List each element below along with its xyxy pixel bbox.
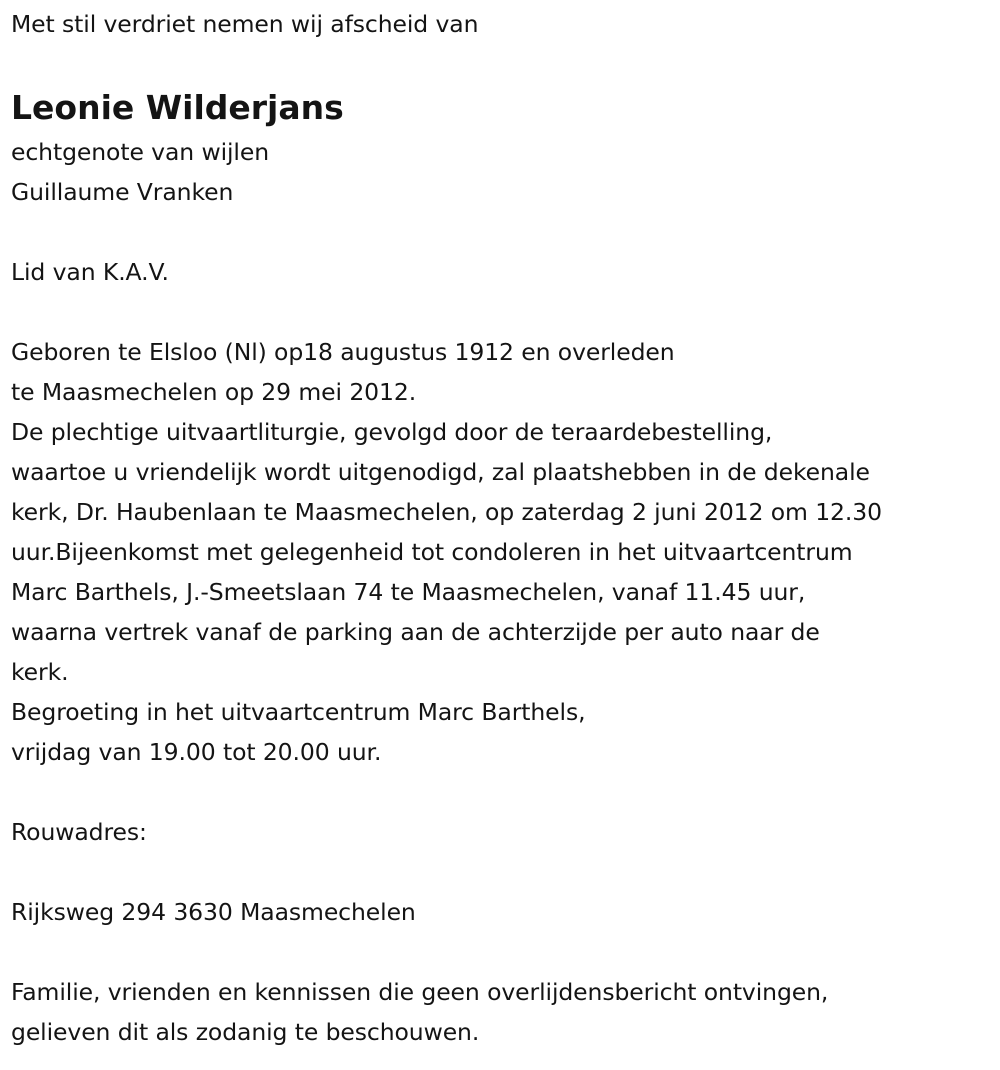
body-line: waarna vertrek vanaf de parking aan de achterzijde per auto naar de [11, 618, 820, 646]
body-line: te Maasmechelen op 29 mei 2012. [11, 378, 417, 406]
address-label: Rouwadres: [11, 818, 147, 846]
body-line: waartoe u vriendelijk wordt uitgenodigd, zal plaatshebben in de dekenale [11, 458, 870, 486]
address-text: Rijksweg 294 3630 Maasmechelen [11, 898, 416, 926]
deceased-name: Leonie Wilderjans [11, 88, 344, 127]
membership-text: Lid van K.A.V. [11, 258, 169, 286]
body-line: Begroeting in het uitvaartcentrum Marc Barthels, [11, 698, 586, 726]
spacer [11, 212, 996, 252]
body-line: vrijdag van 19.00 tot 20.00 uur. [11, 738, 382, 766]
spacer [11, 772, 996, 812]
spacer [11, 932, 996, 972]
closing-text [11, 972, 996, 1052]
intro-text: Met stil verdriet nemen wij afscheid van [11, 10, 479, 38]
closing-line: gelieven dit als zodanig te beschouwen. [11, 1018, 480, 1046]
closing-line: Familie, vrienden en kennissen die geen overlijdensbericht ontvingen, [11, 978, 829, 1006]
body-line: Geboren te Elsloo (Nl) op18 augustus 1912 en overleden [11, 338, 675, 366]
spacer [11, 292, 996, 332]
body-line: uur.Bijeenkomst met gelegenheid tot condoleren in het uitvaartcentrum [11, 538, 853, 566]
body-text [11, 332, 996, 772]
spouse-line-2: Guillaume Vranken [11, 178, 234, 206]
death-notice [11, 0, 996, 1052]
body-line: Marc Barthels, J.-Smeetslaan 74 te Maasmechelen, vanaf 11.45 uur, [11, 578, 806, 606]
spouse-line-1: echtgenote van wijlen [11, 138, 270, 166]
body-line: De plechtige uitvaartliturgie, gevolgd door de teraardebestelling, [11, 418, 773, 446]
spacer [11, 852, 996, 892]
body-line: kerk, Dr. Haubenlaan te Maasmechelen, op zaterdag 2 juni 2012 om 12.30 [11, 498, 882, 526]
body-line: kerk. [11, 658, 69, 686]
